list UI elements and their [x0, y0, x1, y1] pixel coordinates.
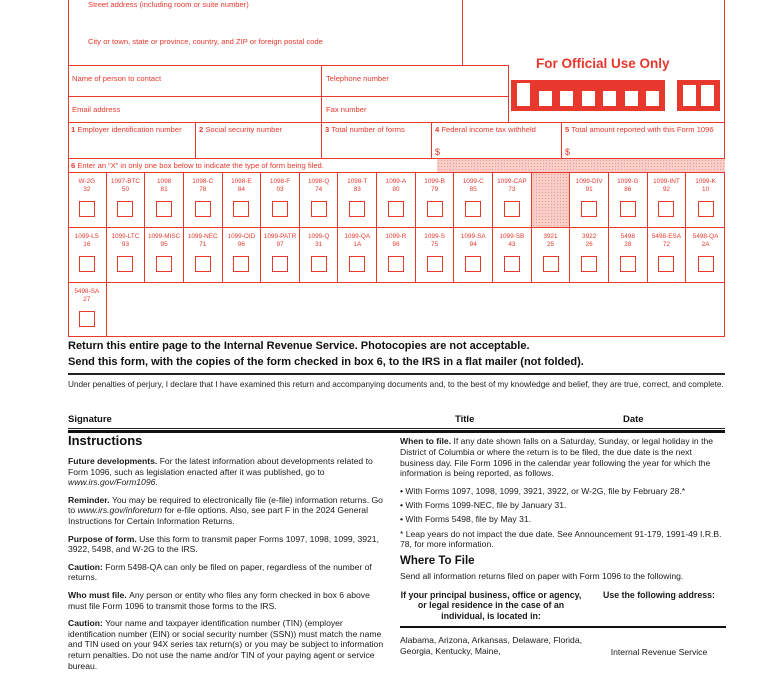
form-type-cell-1099-int — [648, 173, 687, 227]
checkbox-1099-div[interactable] — [581, 201, 597, 217]
send-form-statement: Send this form, with the copies of the form checked in box 6, to the IRS in a flat mailer (not folded). — [68, 356, 584, 368]
checkbox-5498-esa[interactable] — [658, 256, 674, 272]
form-type-cell-5498 — [609, 228, 648, 282]
checkbox-1098-c[interactable] — [195, 201, 211, 217]
when-to-file-paragraph: When to file. If any date shown falls on a Saturday, Sunday, or legal holiday in the District of Columbia or where the return is to be filed, the due date is the next business day. File Form 1096 in the calendar year following the year for which the information is being reported, as follows. — [400, 436, 714, 479]
form-type-label: 5498 28 — [620, 233, 635, 248]
official-use-box — [701, 85, 714, 106]
checkbox-3921[interactable] — [543, 256, 559, 272]
street-address-label-clipped: Street address (including room or suite number) — [88, 0, 249, 9]
form-type-label: 1099-OID 96 — [227, 233, 256, 248]
instruction-paragraph: Future developments. For the latest information about developments related to Form 1096, such as legislation enacted after it was published, go to www.irs.gov/Form1096. — [68, 455, 373, 488]
form-type-label: 1099-SA 94 — [460, 233, 486, 248]
form-type-label: 1099-PATR 97 — [263, 233, 297, 248]
divider-rule — [68, 373, 725, 375]
instruction-paragraph: Purpose of form. Use this form to transmit paper Forms 1097, 1098, 1099, 3921, 3922, 5498, and W-2G to the IRS. — [68, 533, 379, 555]
field-label: 4 Federal income tax withheld — [435, 125, 536, 134]
filing-deadline-bullet: • With Forms 5498, file by May 31. — [400, 514, 532, 525]
form-type-cell-1099-q — [300, 228, 339, 282]
filing-deadline-bullet: • With Forms 1099-NEC, file by January 31. — [400, 499, 567, 510]
shaded-blank-cell — [532, 173, 571, 227]
checkbox-1099-sb[interactable] — [504, 256, 520, 272]
official-use-only-label: For Official Use Only — [536, 56, 670, 71]
form-type-cell-1099-oid — [223, 228, 262, 282]
checkbox-1099-int[interactable] — [658, 201, 674, 217]
form-type-label: 1099-A 80 — [385, 178, 407, 193]
form-type-label: 5498-QA 2A — [692, 233, 719, 248]
official-use-box — [539, 91, 552, 106]
city-state-zip-label: City or town, state or province, country, and ZIP or foreign postal code — [88, 37, 323, 46]
form-type-cell-1097-btc — [107, 173, 146, 227]
where-to-file-intro: Send all information returns filed on paper with Form 1096 to the following. — [400, 570, 684, 581]
telephone-label: Telephone number — [326, 74, 389, 83]
form-type-label: 5498-SA 27 — [74, 288, 100, 303]
instruction-paragraph: Caution: Your name and taxpayer identification number (TIN) (employer identification number (EIN) or social security number (SSN)) must match the name and TIN used on your 94X series tax return(s) or you may be subject to information return penalties. Do not use the name and/or TIN of your paying agent or service bureau. — [68, 617, 384, 672]
table-header-address: Use the following address: — [603, 589, 715, 600]
form-type-label: 1098-T 83 — [347, 178, 368, 193]
signature-row[interactable] — [68, 412, 725, 429]
form-type-cell-1099-patr — [261, 228, 300, 282]
checkbox-1099-c[interactable] — [465, 201, 481, 217]
instructions-heading: Instructions — [68, 433, 143, 448]
official-use-box — [517, 83, 530, 106]
form-type-label: 1099-S 75 — [424, 233, 445, 248]
instruction-paragraph: Reminder. You may be required to electronically file (e-file) information returns. Go to www.irs.gov/inforeturn for e-file options. Also, see part F in the 2024 General Instructions for Certain Information Returns. — [68, 494, 383, 527]
checkbox-1099-q[interactable] — [311, 256, 327, 272]
field-box-3[interactable] — [322, 123, 432, 158]
email-label: Email address — [72, 105, 121, 114]
field-label: 3 Total number of forms — [325, 125, 405, 134]
checkbox-3922[interactable] — [581, 256, 597, 272]
address-box-divider — [462, 0, 463, 65]
field-label: 1 Employer identification number — [71, 125, 182, 134]
checkbox-1099-cap[interactable] — [504, 201, 520, 217]
checkbox-1099-ltc[interactable] — [117, 256, 133, 272]
dollar-sign: $ — [565, 147, 571, 157]
form-type-cell-1099-c — [454, 173, 493, 227]
official-use-box — [625, 91, 638, 106]
table-header-location: If your principal business, office or agency, or legal residence in the case of an individual, is located in: — [400, 589, 582, 621]
form-type-grid-row1 — [68, 173, 725, 228]
where-to-file-heading: Where To File — [400, 555, 475, 568]
form-type-cell-1099-sb — [493, 228, 532, 282]
official-use-box — [560, 91, 573, 106]
form-type-cell-1098-q — [300, 173, 339, 227]
form-type-label: 1099-LS 16 — [74, 233, 99, 248]
form-type-cell-1099-k — [686, 173, 725, 227]
form-type-label: 1099-QA 1A — [344, 233, 371, 248]
dollar-sign: $ — [435, 147, 441, 157]
checkbox-1099-b[interactable] — [427, 201, 443, 217]
official-use-boxes-group2 — [677, 80, 720, 111]
form-type-label: 1099-K 10 — [695, 178, 716, 193]
form-type-cell-1099-nec — [184, 228, 223, 282]
table-row — [400, 628, 726, 658]
form-type-cell-1098-c — [184, 173, 223, 227]
form-type-cell-5498-sa — [68, 283, 107, 336]
form-type-cell-1098-f — [261, 173, 300, 227]
official-use-box — [646, 91, 659, 106]
fax-label: Fax number — [326, 105, 367, 114]
where-to-file-table — [400, 590, 726, 658]
form-type-cell-3921 — [532, 228, 571, 282]
official-use-boxes-group1 — [511, 80, 665, 111]
checkbox-1097-btc[interactable] — [117, 201, 133, 217]
form-type-label: 1098-Q 74 — [308, 178, 330, 193]
form-type-cell-5498-esa — [648, 228, 687, 282]
form-type-label: 1098 81 — [156, 178, 172, 193]
instructions-left-column — [68, 433, 390, 678]
field-label: 5 Total amount reported with this Form 1096 — [565, 125, 714, 134]
instructions-right-column — [400, 436, 726, 658]
field-box-5[interactable] — [562, 123, 725, 158]
fax-field[interactable] — [322, 97, 508, 123]
form-type-label: 1099-NEC 71 — [187, 233, 218, 248]
form-type-label: 1099-C 85 — [462, 178, 484, 193]
form-type-label: W-2G 32 — [78, 178, 96, 193]
form-type-cell-1099-cap — [493, 173, 532, 227]
form-type-cell-1099-ltc — [107, 228, 146, 282]
checkbox-5498-qa[interactable] — [698, 256, 714, 272]
form-type-cell-1099-ls — [68, 228, 107, 282]
form-type-cell-1099-qa — [338, 228, 377, 282]
leap-year-footnote: * Leap years do not impact the due date. See Announcement 91-179, 1991-49 I.R.B. 78, for more information. — [400, 528, 722, 550]
checkbox-1098[interactable] — [156, 201, 172, 217]
contact-section — [68, 65, 509, 123]
checkbox-1098-q[interactable] — [311, 201, 327, 217]
checkbox-1099-sa[interactable] — [465, 256, 481, 272]
box6-strip — [68, 158, 725, 173]
title-label: Title — [455, 414, 475, 425]
form-type-label: 1099-INT 92 — [653, 178, 680, 193]
form-type-label: 1099-Q 31 — [308, 233, 330, 248]
form-type-label: 1098-C 78 — [192, 178, 214, 193]
contact-name-label: Name of person to contact — [72, 74, 162, 83]
checkbox-1099-qa[interactable] — [349, 256, 365, 272]
checkbox-5498[interactable] — [620, 256, 636, 272]
form-type-cell-1099-b — [416, 173, 455, 227]
checkbox-1099-g[interactable] — [620, 201, 636, 217]
form-type-label: 1099-DIV 91 — [575, 178, 603, 193]
form-type-label: 1099-LTC 93 — [111, 233, 140, 248]
empty-grid-area — [107, 283, 725, 336]
address-cell: Internal Revenue Service — [610, 647, 708, 658]
instruction-paragraph: Caution: Form 5498-QA can only be filed on paper, regardless of the number of returns. — [68, 561, 372, 583]
form-type-label: 1099-MISC 95 — [147, 233, 181, 248]
signature-label: Signature — [68, 414, 112, 425]
form-type-cell-1099-s — [416, 228, 455, 282]
signature-rule — [68, 430, 725, 433]
field-box-1[interactable] — [68, 123, 196, 158]
filing-deadline-bullet: • With Forms 1097, 1098, 1099, 3921, 3922, or W-2G, file by February 28.* — [400, 485, 686, 496]
form-type-label: 3922 26 — [582, 233, 597, 248]
contact-name-field[interactable] — [68, 66, 322, 96]
states-cell: Alabama, Arizona, Arkansas, Delaware, Florida, Georgia, Kentucky, Maine, — [400, 635, 582, 657]
form-type-cell-5498-qa — [686, 228, 725, 282]
perjury-statement: Under penalties of perjury, I declare that I have examined this return and accompanying documents and, to the best of my knowledge and belief, they are true, correct, and complete. — [68, 380, 724, 389]
official-use-box — [683, 85, 696, 106]
form-type-cell-1099-sa — [454, 228, 493, 282]
official-use-box — [582, 91, 595, 106]
checkbox-1098-f[interactable] — [272, 201, 288, 217]
form-type-label: 1099-R 98 — [385, 233, 407, 248]
checkbox-1099-nec[interactable] — [195, 256, 211, 272]
form-type-label: 3921 25 — [543, 233, 558, 248]
checkbox-1099-r[interactable] — [388, 256, 404, 272]
form-type-grid-row2 — [68, 228, 725, 283]
checkbox-1099-misc[interactable] — [156, 256, 172, 272]
form-type-label: 1099-G 86 — [617, 178, 639, 193]
checkbox-1099-patr[interactable] — [272, 256, 288, 272]
form-type-cell-1099-a — [377, 173, 416, 227]
form-type-label: 1098-E 84 — [231, 178, 252, 193]
form-type-cell-1099-misc — [145, 228, 184, 282]
checkbox-1099-k[interactable] — [698, 201, 714, 217]
form-type-cell-w-2g — [68, 173, 107, 227]
box6-shaded-area — [437, 159, 725, 172]
instruction-paragraph: Who must file. Any person or entity who files any form checked in box 6 above must file Form 1096 to transmit those forms to the IRS. — [68, 589, 370, 611]
checkbox-1098-t[interactable] — [349, 201, 365, 217]
form-type-label: 1098-F 03 — [269, 178, 291, 193]
field-label: 2 Social security number — [199, 125, 283, 134]
form-type-cell-1098-t — [338, 173, 377, 227]
form-type-cell-1098 — [145, 173, 184, 227]
telephone-field[interactable] — [322, 66, 508, 96]
form-type-cell-1099-g — [609, 173, 648, 227]
field-box-4[interactable] — [432, 123, 562, 158]
form-type-cell-1099-div — [570, 173, 609, 227]
form-type-cell-3922 — [570, 228, 609, 282]
checkbox-1099-oid[interactable] — [233, 256, 249, 272]
checkbox-1099-a[interactable] — [388, 201, 404, 217]
return-page-statement: Return this entire page to the Internal Revenue Service. Photocopies are not acceptable. — [68, 340, 530, 352]
form-type-label: 1099-CAP 73 — [497, 178, 527, 193]
form-type-cell-1099-r — [377, 228, 416, 282]
email-field[interactable] — [68, 97, 322, 123]
form-type-label: 5498-ESA 72 — [651, 233, 681, 248]
official-use-box — [603, 91, 616, 106]
form-type-label: 1099-B 79 — [424, 178, 445, 193]
form-type-grid-row3 — [68, 283, 725, 337]
form-type-label: 1099-SB 43 — [499, 233, 525, 248]
checkbox-w-2g[interactable] — [79, 201, 95, 217]
checkbox-1099-ls[interactable] — [79, 256, 95, 272]
fields-row — [68, 122, 725, 158]
checkbox-1098-e[interactable] — [233, 201, 249, 217]
checkbox-5498-sa[interactable] — [79, 311, 95, 327]
checkbox-1099-s[interactable] — [427, 256, 443, 272]
date-label: Date — [623, 414, 644, 425]
box6-label: 6 Enter an “X” in only one box below to indicate the type of form being filed. — [71, 161, 324, 170]
field-box-2[interactable] — [196, 123, 322, 158]
form-type-label: 1097-BTC 50 — [110, 178, 141, 193]
form-type-cell-1098-e — [223, 173, 262, 227]
